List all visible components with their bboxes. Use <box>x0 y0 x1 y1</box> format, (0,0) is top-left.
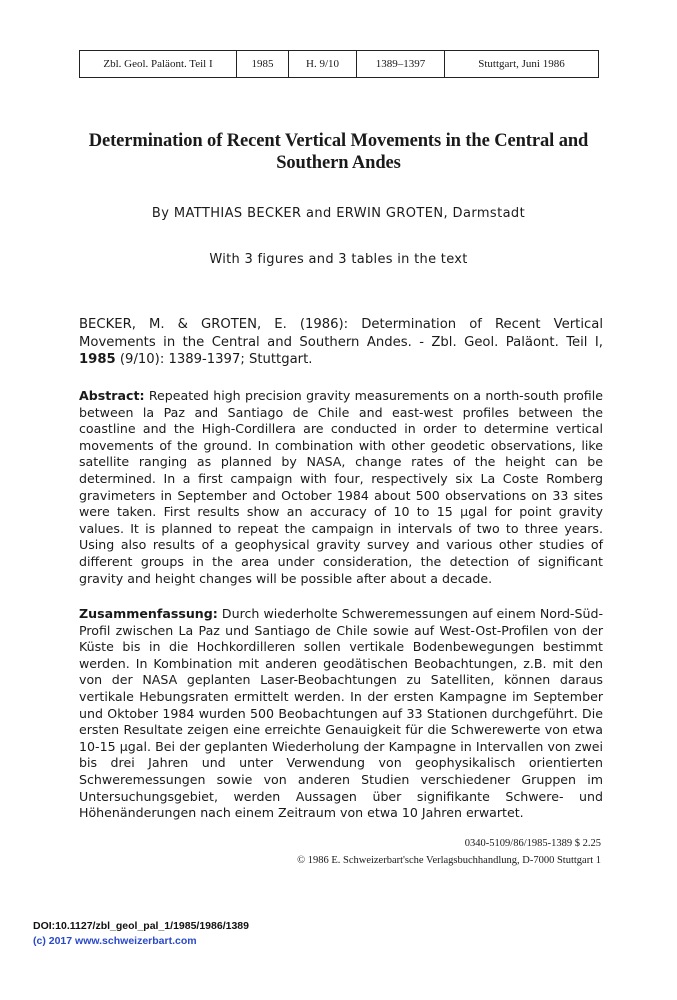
abstract <box>79 388 603 587</box>
journal-pages: 1389–1397 <box>357 51 445 77</box>
citation <box>79 316 603 369</box>
issn-price: 0340-5109/86/1985-1389 $ 2.25 <box>464 838 601 849</box>
zusammenfassung-text: Durch wiederholte Schweremessungen auf einem Nord-Süd-Profil zwischen La Paz und Santiago de Chile sowie auf West-Ost-Profilen von der Küste bis in die Hochkordilleren sollen vertikale Bodenbewegungen bestimmt werden. In Kombination mit anderen geodätischen Beobachtungen, z.B. mit den von der NASA geplanten Laser-Beobachtungen zu Satelliten, können daraus vertikale Hebungsraten ermittelt werden. In der ersten Kampagne im September und Oktober 1984 wurden 500 Beobachtungen auf 33 Stationen durchgeführt. Die ersten Resultate zeigen eine erreichte Genauigkeit für die Schwerewerte von etwa 10-15 µgal. Bei der geplanten Wiederholung der Kampagne in Intervallen von zwei bis drei Jahren und unter Verwendung von geophysikalisch orientierten Schweremessungen sowie von anderen Studien verschiedener Gruppen im Untersuchungsgebiet, werden Aussagen über signifikante Schwere- und Höhenänderungen nach einem Zeitraum von etwa 10 Jahren erwartet. <box>79 606 603 821</box>
journal-header-table <box>79 50 599 78</box>
journal-year: 1985 <box>237 51 289 77</box>
citation-text-after: (9/10): 1389-1397; Stuttgart. <box>115 352 313 367</box>
zusammenfassung <box>79 606 603 822</box>
publisher-link[interactable]: (c) 2017 www.schweizerbart.com <box>33 935 197 947</box>
paper-title: Determination of Recent Vertical Movements in the Central and Southern Andes <box>88 131 589 173</box>
paper-authors: By MATTHIAS BECKER and ERWIN GROTEN, Darmstadt <box>151 206 526 221</box>
copyright-notice: © 1986 E. Schweizerbart'sche Verlagsbuchhandlung, D-7000 Stuttgart 1 <box>297 855 601 866</box>
citation-text-before: BECKER, M. & GROTEN, E. (1986): Determination of Recent Vertical Movements in the Central and Southern Andes. - Zbl. Geol. Paläont. Teil I, <box>79 317 603 350</box>
journal-name: Zbl. Geol. Paläont. Teil I <box>80 51 237 77</box>
zusammenfassung-label: Zusammenfassung: <box>79 606 218 621</box>
journal-place-date: Stuttgart, Juni 1986 <box>478 58 565 70</box>
doi-link[interactable]: DOI:10.1127/zbl_geol_pal_1/1985/1986/1389 <box>33 920 249 932</box>
citation-volume: 1985 <box>79 352 116 367</box>
abstract-text: Repeated high precision gravity measurements on a north-south profile between la Paz and Santiago de Chile and east-west profiles between the coastline and the High-Cordillera are conducted in order to determine vertical movements of the ground. In combination with other geodetic observations, like satellite ranging as planned by NASA, change rates of the height can be determined. In a first campaign with four, respectively six La Coste Romberg gravimeters in September and October 1984 about 500 observations on 33 sites were taken. First results show an accuracy of 10 to 15 µgal for point gravity values. It is planned to repeat the campaign in intervals of two to three years. Using also results of a geophysical gravity survey and various other studies of different groups in the area under consideration, the detection of significant gravity and height changes will be possible after about a decade. <box>79 388 603 586</box>
journal-issue: H. 9/10 <box>289 51 357 77</box>
figures-note: With 3 figures and 3 tables in the text <box>209 252 468 267</box>
abstract-label: Abstract: <box>79 388 145 403</box>
